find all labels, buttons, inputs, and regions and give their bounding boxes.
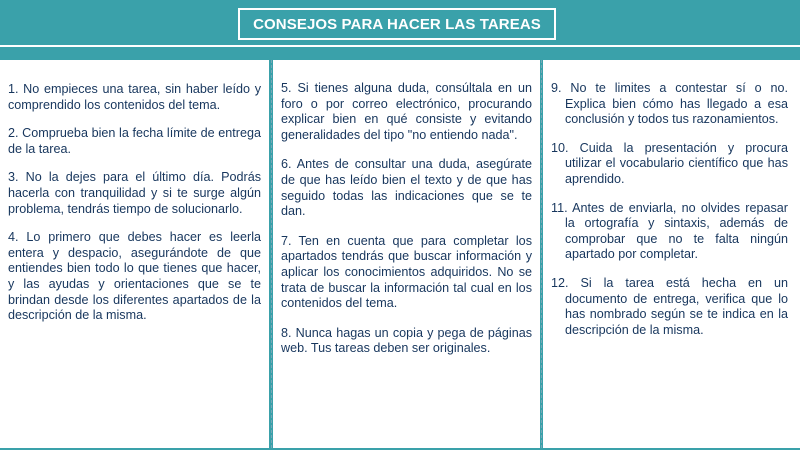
tip-item: 8. Nunca hagas un copia y pega de páginas web. Tus tareas deben ser originales.: [281, 325, 532, 356]
page-title: CONSEJOS PARA HACER LAS TAREAS: [253, 15, 541, 33]
tip-item: 10. Cuida la presentación y procura utilizar el vocabulario científico que has aprendido.: [551, 140, 788, 186]
tip-item: 6. Antes de consultar una duda, asegúrate de que has leído bien el texto y de que has seguido todas las indicaciones que se te dan.: [281, 157, 532, 219]
header-divider: [0, 45, 800, 47]
tips-column-3: [543, 60, 800, 448]
tip-item: 11. Antes de enviarla, no olvides repasar la ortografía y sintaxis, además de comprobar que no te falta ningún apartado por completar.: [551, 200, 788, 262]
tip-item: 7. Ten en cuenta que para completar los apartados tendrás que buscar información y aplicar los conocimientos adquiridos. No se trata de buscar la información tal cual en los contenidos del tema.: [281, 233, 532, 311]
tip-item: 9. No te limites a contestar sí o no. Explica bien cómo has llegado a esa conclusión y todos tus razonamientos.: [551, 81, 788, 127]
tip-item: 2. Comprueba bien la fecha límite de entrega de la tarea.: [8, 126, 261, 156]
tip-item: 3. No la dejes para el último día. Podrás hacerla con tranquilidad y si te surge algún problema, tendrás tiempo de solucionarlo.: [8, 170, 261, 216]
title-box: [238, 8, 556, 40]
tips-column-2: [273, 60, 540, 448]
tip-item: 12. Si la tarea está hecha en un documento de entrega, verifica que lo has nombrado según se te indica en la descripción de la misma.: [551, 275, 788, 337]
tip-item: 5. Si tienes alguna duda, consúltala en un foro o por correo electrónico, procurando explicar bien en qué consiste y evitando generalidades del tipo "no entiendo nada".: [281, 81, 532, 142]
tips-column-1: [0, 60, 269, 448]
tip-item: 4. Lo primero que debes hacer es leerla entera y despacio, asegurándote de que entiendes bien todo lo que tienes que hacer, y las ayudas y orientaciones que se te brindan desde los diferentes apartados de la descripción de la misma.: [8, 230, 261, 323]
tip-item: 1. No empieces una tarea, sin haber leído y comprendido los contenidos del tema.: [8, 82, 261, 112]
